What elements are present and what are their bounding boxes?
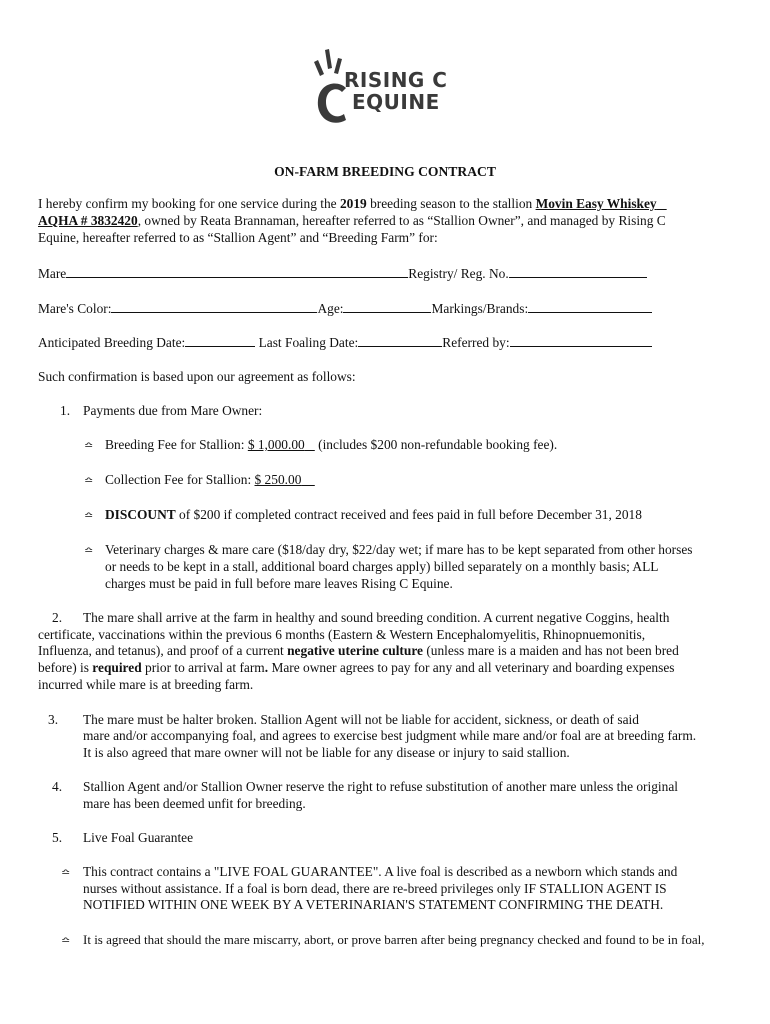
season-year: 2019 xyxy=(339,196,367,211)
item-2-line-1: The mare shall arrive at the farm in healthy and sound breeding condition. A current negative Coggins, health xyxy=(83,610,670,625)
breeding-date-label: Anticipated Breeding Date: xyxy=(38,335,186,350)
mare-label: Mare xyxy=(38,266,67,281)
age-label: Age: xyxy=(317,301,344,316)
intro-line-1 xyxy=(38,196,667,212)
referred-by-input[interactable] xyxy=(510,334,652,347)
collection-fee-label: Collection Fee for Stallion: xyxy=(105,472,255,487)
collection-fee-amount: $ 250.00 xyxy=(254,472,302,487)
bullet-icon: ≏ xyxy=(84,439,94,452)
registry-label: Registry/ Reg. No. xyxy=(408,266,509,281)
color-field-row xyxy=(38,300,652,317)
referred-by-label: Referred by: xyxy=(442,335,510,350)
required-word: required xyxy=(92,660,142,675)
item-1-number: 1. xyxy=(60,403,71,418)
guarantee-line-2: nurses without assistance. If a foal is born dead, there are re-breed privileges only IF STALLION AGENT IS xyxy=(83,881,667,896)
intro-line-2 xyxy=(38,213,666,229)
markings-input[interactable] xyxy=(528,300,652,313)
item-2-line-5: incurred while mare is at breeding farm. xyxy=(38,677,254,692)
breeding-date-input[interactable] xyxy=(185,334,255,347)
last-foaling-label: Last Foaling Date: xyxy=(255,335,359,350)
guarantee-line-4: It is agreed that should the mare miscarry, abort, or prove barren after being pregnancy checked and found to be in foal, xyxy=(83,932,705,947)
agreement-intro: Such confirmation is based upon our agreement as follows: xyxy=(38,369,356,384)
item-4-line-2: mare has been deemed unfit for breeding. xyxy=(83,796,306,811)
bullet-icon: ≏ xyxy=(84,474,94,487)
rising-c-equine-logo xyxy=(308,44,458,130)
bullet-icon: ≏ xyxy=(84,509,94,522)
vet-line-3: charges must be paid in full before mare leaves Rising C Equine. xyxy=(105,576,453,591)
logo-line-1: RISING C xyxy=(344,68,448,92)
item-2-text: before) is xyxy=(38,660,93,675)
mare-field-row xyxy=(38,265,647,282)
guarantee-line-1: This contract contains a "LIVE FOAL GUARANTEE". A live foal is described as a newborn which stands and xyxy=(83,864,678,879)
item-2-text: Influenza, and tetanus), and proof of a current xyxy=(38,643,288,658)
intro-text: , owned by Reata Brannaman, hereafter referred to as “Stallion Owner”, and managed by Rising C xyxy=(137,213,666,228)
stallion-name: Movin Easy Whiskey xyxy=(535,196,657,211)
item-3-line-1: The mare must be halter broken. Stallion Agent will not be liable for accident, sickness, or death of said xyxy=(83,712,639,727)
negative-uterine-culture: negative uterine culture xyxy=(287,643,423,658)
collection-fee-line xyxy=(105,472,315,488)
guarantee-line-3: NOTIFIED WITHIN ONE WEEK BY A VETERINARIAN'S STATEMENT CONFIRMING THE DEATH. xyxy=(83,897,664,912)
item-2-line-3 xyxy=(38,643,679,659)
item-5-label: Live Foal Guarantee xyxy=(83,830,194,845)
item-4-number: 4. xyxy=(52,779,63,794)
breeding-fee-line xyxy=(105,437,557,453)
breeding-fee-note: (includes $200 non-refundable booking fee). xyxy=(314,437,558,452)
discount-line xyxy=(105,507,642,523)
discount-label: DISCOUNT xyxy=(105,507,176,522)
intro-text: breeding season to the stallion xyxy=(366,196,536,211)
age-input[interactable] xyxy=(343,300,431,313)
item-1-label: Payments due from Mare Owner: xyxy=(83,403,263,418)
item-2-text: prior to arrival at farm xyxy=(141,660,265,675)
item-3-line-2: mare and/or accompanying foal, and agrees to exercise best judgment while mare and/or foal are at breeding farm. xyxy=(83,728,697,743)
vet-line-2: or needs to be kept in a stall, additional board charges apply) billed separately on a monthly basis; ALL xyxy=(105,559,659,574)
discount-text: of $200 if completed contract received and fees paid in full before December 31, 2018 xyxy=(175,507,642,522)
registry-input[interactable] xyxy=(509,265,647,278)
mare-color-input[interactable] xyxy=(111,300,317,313)
markings-label: Markings/Brands: xyxy=(431,301,529,316)
last-foaling-input[interactable] xyxy=(358,334,442,347)
item-3-line-3: It is also agreed that mare owner will not be liable for any disease or injury to said stallion. xyxy=(83,745,570,760)
item-2-number: 2. xyxy=(52,610,63,625)
item-2-line-4 xyxy=(38,660,675,676)
bullet-icon: ≏ xyxy=(61,866,71,879)
contract-title: ON-FARM BREEDING CONTRACT xyxy=(274,164,496,179)
item-2-line-2: certificate, vaccinations within the previous 6 months (Eastern & Western Encephalomyelitis, Rhinopnuemonitis, xyxy=(38,627,646,642)
logo-line-2: EQUINE xyxy=(352,90,440,114)
item-5-number: 5. xyxy=(52,830,63,845)
item-3-number: 3. xyxy=(48,712,59,727)
aqha-number: AQHA # 3832420 xyxy=(38,213,138,228)
mare-input[interactable] xyxy=(66,265,408,278)
item-2-text: . xyxy=(264,660,269,675)
breeding-fee-label: Breeding Fee for Stallion: xyxy=(105,437,248,452)
mare-color-label: Mare's Color: xyxy=(38,301,112,316)
bullet-icon: ≏ xyxy=(61,934,71,947)
breeding-fee-amount: $ 1,000.00 xyxy=(247,437,305,452)
item-4-line-1: Stallion Agent and/or Stallion Owner reserve the right to refuse substitution of another mare unless the original xyxy=(83,779,679,794)
dates-field-row xyxy=(38,334,652,351)
bullet-icon: ≏ xyxy=(84,544,94,557)
vet-line-1: Veterinary charges & mare care ($18/day dry, $22/day wet; if mare has to be kept separated from other horses xyxy=(105,542,693,557)
item-2-text: (unless mare is a maiden and has not been bred xyxy=(422,643,679,658)
intro-text: I hereby confirm my booking for one service during the xyxy=(38,196,340,211)
intro-line-3: Equine, hereafter referred to as “Stallion Agent” and “Breeding Farm” for: xyxy=(38,230,438,245)
item-2-text: Mare owner agrees to pay for any and all veterinary and boarding expenses xyxy=(268,660,675,675)
